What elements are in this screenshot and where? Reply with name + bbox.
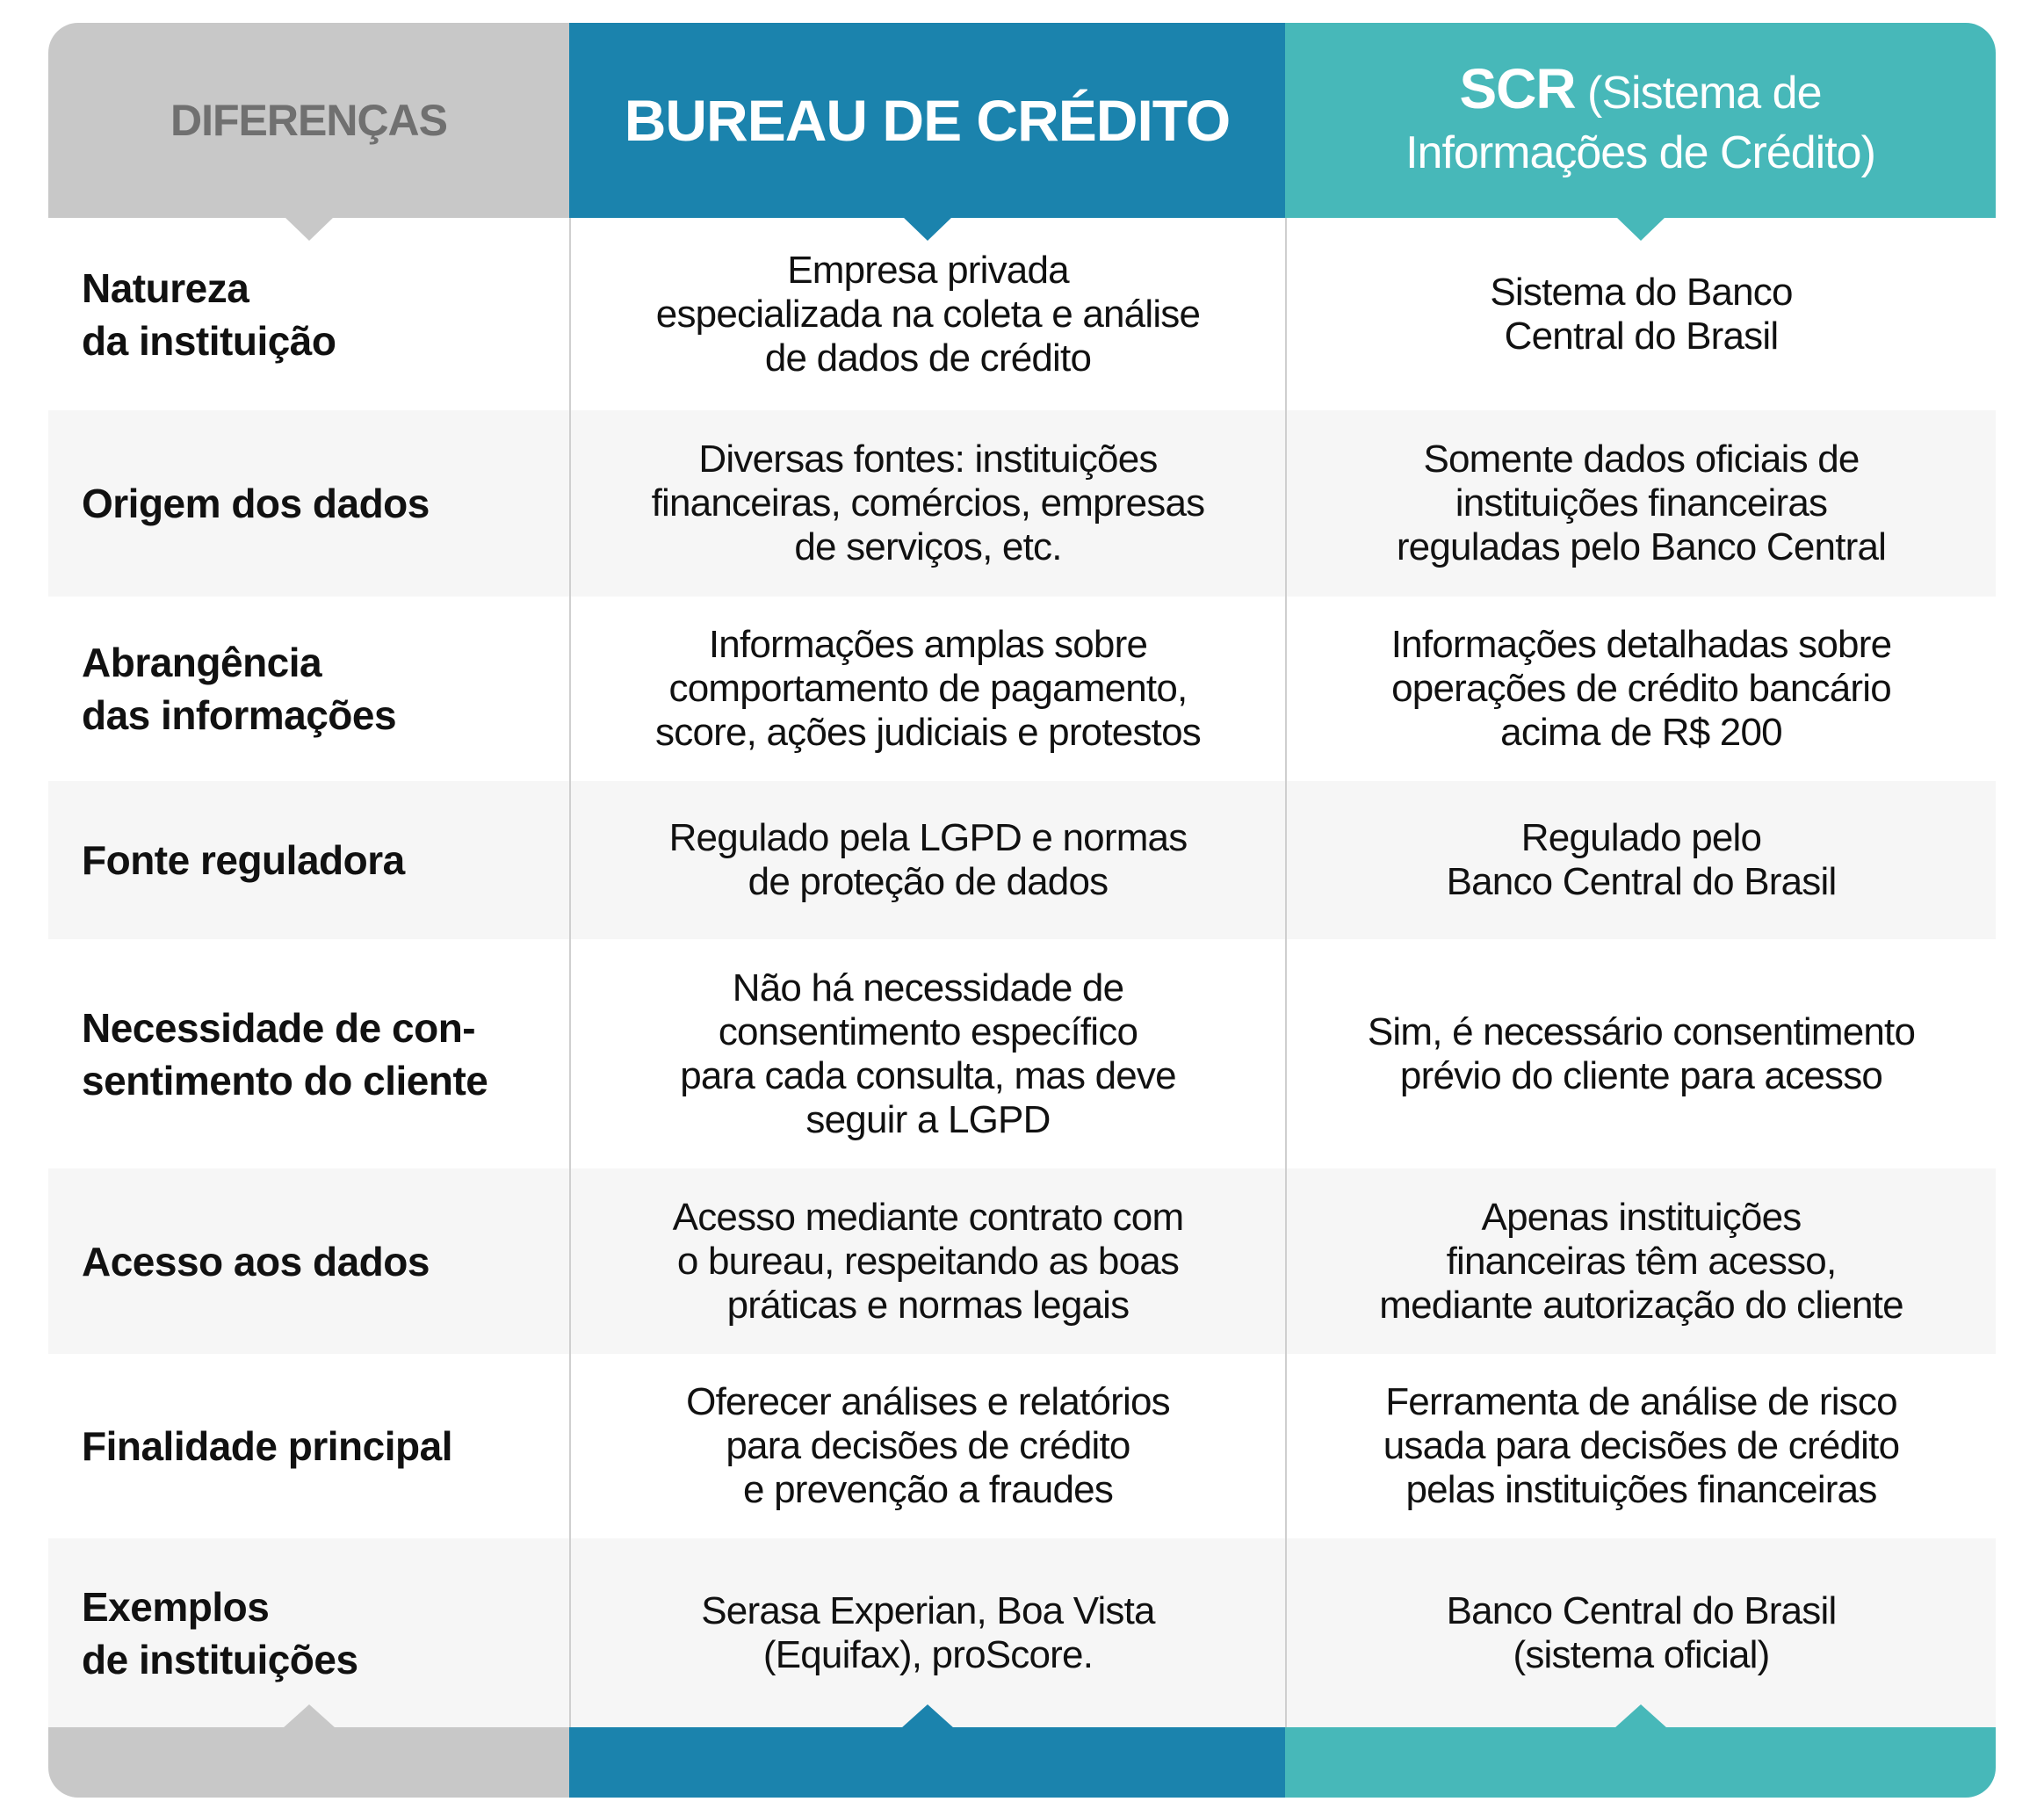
row-label-line: Necessidade de con- — [82, 1004, 476, 1051]
bureau-cell-line: comportamento de pagamento, — [668, 667, 1188, 710]
scr-cell-line: Ferramenta de análise de risco — [1385, 1380, 1897, 1423]
scr-cell-line: acima de R$ 200 — [1500, 711, 1782, 754]
bureau-cell-line: financeiras, comércios, empresas — [651, 481, 1205, 525]
bureau-cell-line: especializada na coleta e análise — [655, 292, 1201, 336]
row-label — [48, 1538, 569, 1727]
header-differences-label: DIFERENÇAS — [170, 96, 448, 145]
bureau-cell-line: Serasa Experian, Boa Vista — [701, 1588, 1155, 1632]
table-body — [48, 218, 1996, 1727]
bureau-cell-line: de dados de crédito — [764, 336, 1092, 380]
bureau-cell-line: score, ações judiciais e protestos — [655, 711, 1201, 754]
scr-cell-line: pelas instituições financeiras — [1405, 1468, 1877, 1511]
bureau-cell-line: Oferecer análises e relatórios — [686, 1380, 1170, 1423]
scr-cell-line: Sim, é necessário consentimento — [1367, 1009, 1916, 1053]
row-label-line: da instituição — [82, 317, 336, 364]
header-scr-line1: (Sistema de — [1575, 67, 1822, 119]
arrow-up-icon — [901, 1704, 954, 1728]
bureau-cell-line: seguir a LGPD — [805, 1097, 1051, 1141]
header-scr — [1285, 23, 1996, 218]
row-label-line: das informações — [82, 692, 397, 738]
bureau-cell-line: para cada consulta, mas deve — [680, 1053, 1176, 1097]
table-footer — [48, 1727, 1996, 1798]
bureau-cell-line: Não há necessidade de — [732, 966, 1124, 1009]
row-label-line: de instituições — [82, 1636, 358, 1682]
scr-cell-line: Sistema do Banco — [1490, 270, 1793, 314]
bureau-cell — [569, 410, 1285, 597]
bureau-cell — [569, 218, 1285, 410]
bureau-cell-line: o bureau, respeitando as boas — [676, 1239, 1180, 1283]
arrow-down-icon — [1616, 217, 1665, 241]
footer-gray — [48, 1727, 569, 1798]
scr-cell — [1285, 218, 1996, 410]
row-label-line: Fonte reguladora — [82, 837, 405, 883]
bureau-cell — [569, 781, 1285, 939]
bureau-cell — [569, 939, 1285, 1168]
bureau-cell-line: para decisões de crédito — [726, 1424, 1130, 1467]
row-label — [48, 1354, 569, 1538]
row-label-line: Exemplos — [82, 1583, 270, 1630]
row-label — [48, 1168, 569, 1354]
bureau-cell-line: e prevenção a fraudes — [742, 1468, 1114, 1511]
scr-cell-line: Informações detalhadas sobre — [1390, 623, 1892, 666]
row-label — [48, 410, 569, 597]
row-label-line: sentimento do cliente — [82, 1057, 488, 1103]
header-scr-line2: Informações de Crédito) — [1405, 127, 1875, 178]
footer-blue — [569, 1727, 1285, 1798]
bureau-cell — [569, 597, 1285, 781]
scr-cell-line: Regulado pelo — [1520, 816, 1762, 859]
header-scr-acronym: SCR — [1459, 56, 1576, 120]
scr-cell-line: Banco Central do Brasil — [1446, 860, 1837, 903]
bureau-cell-line: de serviços, etc. — [794, 525, 1062, 568]
scr-cell-line: mediante autorização do cliente — [1379, 1283, 1903, 1327]
header-bureau — [569, 23, 1285, 218]
arrow-down-icon — [903, 217, 952, 241]
scr-cell — [1285, 781, 1996, 939]
row-label — [48, 781, 569, 939]
footer-teal — [1285, 1727, 1996, 1798]
scr-cell-line: financeiras têm acesso, — [1446, 1239, 1837, 1283]
scr-cell-line: operações de crédito bancário — [1391, 667, 1891, 710]
scr-cell — [1285, 1168, 1996, 1354]
bureau-cell — [569, 1354, 1285, 1538]
header-differences — [48, 23, 569, 218]
bureau-cell-line: práticas e normas legais — [726, 1283, 1130, 1327]
bureau-cell — [569, 1538, 1285, 1727]
row-label-line: Abrangência — [82, 640, 322, 685]
scr-cell — [1285, 410, 1996, 597]
table-header — [48, 23, 1996, 218]
row-label — [48, 597, 569, 781]
scr-cell — [1285, 939, 1996, 1168]
row-label-line: Origem dos dados — [82, 481, 430, 526]
bureau-cell-line: Acesso mediante contrato com — [672, 1195, 1184, 1239]
scr-cell-line: prévio do cliente para acesso — [1399, 1053, 1883, 1097]
arrow-up-icon — [1614, 1704, 1667, 1728]
bureau-cell-line: de proteção de dados — [748, 860, 1109, 903]
scr-cell-line: (sistema oficial) — [1513, 1632, 1770, 1676]
bureau-cell-line: Regulado pela LGPD e normas — [668, 816, 1188, 859]
scr-cell-line: Apenas instituições — [1481, 1195, 1802, 1239]
scr-cell-line: usada para decisões de crédito — [1383, 1424, 1900, 1467]
comparison-table — [48, 23, 1996, 1798]
bureau-cell-line: consentimento específico — [718, 1009, 1138, 1053]
arrow-down-icon — [285, 217, 334, 241]
bureau-cell — [569, 1168, 1285, 1354]
header-scr-label — [1405, 56, 1875, 183]
scr-cell-line: reguladas pelo Banco Central — [1396, 525, 1887, 568]
row-label-line: Natureza — [82, 264, 249, 311]
bureau-cell-line: Diversas fontes: instituições — [698, 438, 1158, 481]
bureau-cell-line: Empresa privada — [787, 248, 1069, 292]
row-label-line: Acesso aos dados — [82, 1238, 430, 1284]
row-label-line: Finalidade principal — [82, 1423, 452, 1469]
bureau-cell-line: (Equifax), proScore. — [762, 1632, 1094, 1676]
scr-cell-line: Somente dados oficiais de — [1423, 438, 1860, 481]
scr-cell — [1285, 1538, 1996, 1727]
scr-cell — [1285, 1354, 1996, 1538]
arrow-up-icon — [283, 1704, 336, 1728]
row-label — [48, 218, 569, 410]
header-bureau-label: BUREAU DE CRÉDITO — [624, 88, 1231, 153]
scr-cell-line: Banco Central do Brasil — [1446, 1588, 1837, 1632]
scr-cell-line: Central do Brasil — [1504, 314, 1779, 358]
scr-cell-line: instituições financeiras — [1455, 481, 1828, 525]
row-label — [48, 939, 569, 1168]
scr-cell — [1285, 597, 1996, 781]
bureau-cell-line: Informações amplas sobre — [708, 623, 1148, 666]
